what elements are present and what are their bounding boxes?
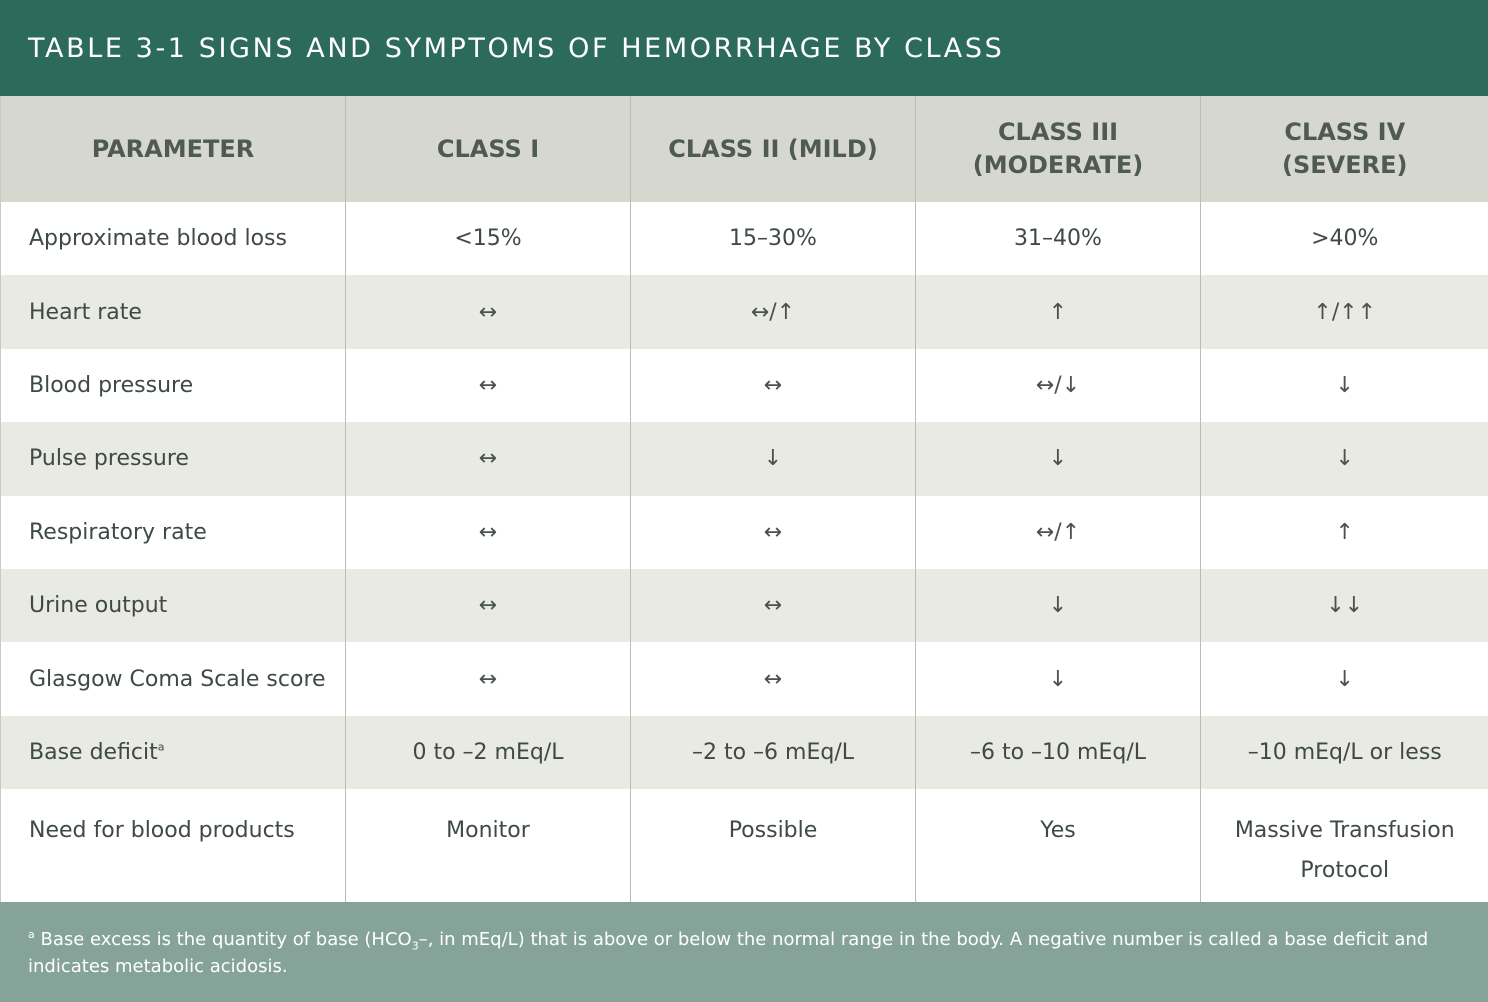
value-cell: ↓ <box>631 422 916 495</box>
table-row <box>1 789 1488 902</box>
value-cell: Possible <box>631 789 916 902</box>
value-cell: ↓↓ <box>1201 569 1488 642</box>
value-cell: ↓ <box>916 642 1201 715</box>
footnote-text-before: Base excess is the quantity of base (HCO <box>40 929 412 950</box>
value-cell: Massive Transfusion Protocol <box>1201 789 1488 902</box>
parameter-cell-text: Base deficit <box>29 739 158 765</box>
value-cell: <15% <box>346 202 631 275</box>
parameter-cell: Respiratory rate <box>1 496 346 569</box>
value-cell: ↔ <box>346 349 631 422</box>
value-cell: ↔/↓ <box>916 349 1201 422</box>
footnote-text-after: –, in mEq/L) that is above or below the normal range in the body. A negative number is called a base deficit and indicates metabolic acidosis. <box>28 929 1429 977</box>
header-row <box>1 96 1488 202</box>
parameter-cell: Blood pressure <box>1 349 346 422</box>
value-cell: ↓ <box>1201 422 1488 495</box>
table-row <box>1 716 1488 789</box>
value-cell: ↔ <box>346 642 631 715</box>
header-parameter-line1: PARAMETER <box>91 134 255 163</box>
value-cell: ↓ <box>1201 642 1488 715</box>
parameter-cell: Pulse pressure <box>1 422 346 495</box>
value-cell: ↓ <box>916 569 1201 642</box>
value-cell: 31–40% <box>916 202 1201 275</box>
value-cell: –2 to –6 mEq/L <box>631 716 916 789</box>
header-class-1 <box>346 96 631 202</box>
value-cell: ↔/↑ <box>916 496 1201 569</box>
footnote-subscript: 3 <box>411 939 419 953</box>
parameter-cell: Glasgow Coma Scale score <box>1 642 346 715</box>
value-cell: ↔ <box>631 349 916 422</box>
value-cell: ↓ <box>916 422 1201 495</box>
value-cell: ↑ <box>916 275 1201 348</box>
table-title-bar <box>0 0 1488 96</box>
footnote <box>0 902 1488 1002</box>
table-row <box>1 202 1488 275</box>
value-cell: ↔ <box>346 496 631 569</box>
header-parameter <box>1 96 346 202</box>
value-cell: Monitor <box>346 789 631 902</box>
table-row <box>1 349 1488 422</box>
value-cell: ↔ <box>346 422 631 495</box>
value-cell: ↑ <box>1201 496 1488 569</box>
parameter-cell: Need for blood products <box>1 789 346 902</box>
header-class-3 <box>916 96 1201 202</box>
table-row <box>1 275 1488 348</box>
value-cell: ↔ <box>631 496 916 569</box>
parameter-cell <box>1 716 346 789</box>
header-class-4-line1: CLASS IV <box>1284 118 1406 146</box>
hemorrhage-class-table <box>0 96 1488 902</box>
header-class-1-line1: CLASS I <box>436 134 540 163</box>
value-cell: ↑/↑↑ <box>1201 275 1488 348</box>
parameter-cell: Urine output <box>1 569 346 642</box>
table-row <box>1 496 1488 569</box>
table-title: TABLE 3-1 SIGNS AND SYMPTOMS OF HEMORRHAGE BY CLASS <box>28 32 1005 64</box>
value-cell: ↓ <box>1201 349 1488 422</box>
header-class-2-line1: CLASS II (MILD) <box>668 134 878 163</box>
value-cell: 15–30% <box>631 202 916 275</box>
value-cell: 0 to –2 mEq/L <box>346 716 631 789</box>
value-cell: –6 to –10 mEq/L <box>916 716 1201 789</box>
value-cell: ↔ <box>346 569 631 642</box>
header-class-2 <box>631 96 916 202</box>
value-cell: ↔ <box>631 569 916 642</box>
value-cell: ↔ <box>631 642 916 715</box>
parameter-cell: Heart rate <box>1 275 346 348</box>
value-cell: Yes <box>916 789 1201 902</box>
parameter-cell: Approximate blood loss <box>1 202 346 275</box>
value-cell: ↔ <box>346 275 631 348</box>
value-cell: ↔/↑ <box>631 275 916 348</box>
value-cell: >40% <box>1201 202 1488 275</box>
header-class-3-line1: CLASS III <box>997 118 1119 146</box>
header-class-4-line2: (SEVERE) <box>1282 151 1408 179</box>
footnote-marker: a <box>157 740 165 754</box>
value-cell: –10 mEq/L or less <box>1201 716 1488 789</box>
table-row <box>1 569 1488 642</box>
header-class-3-line2: (MODERATE) <box>972 151 1144 179</box>
footnote-marker: a <box>28 928 35 941</box>
table-row <box>1 642 1488 715</box>
header-class-4 <box>1201 96 1488 202</box>
table-row <box>1 422 1488 495</box>
